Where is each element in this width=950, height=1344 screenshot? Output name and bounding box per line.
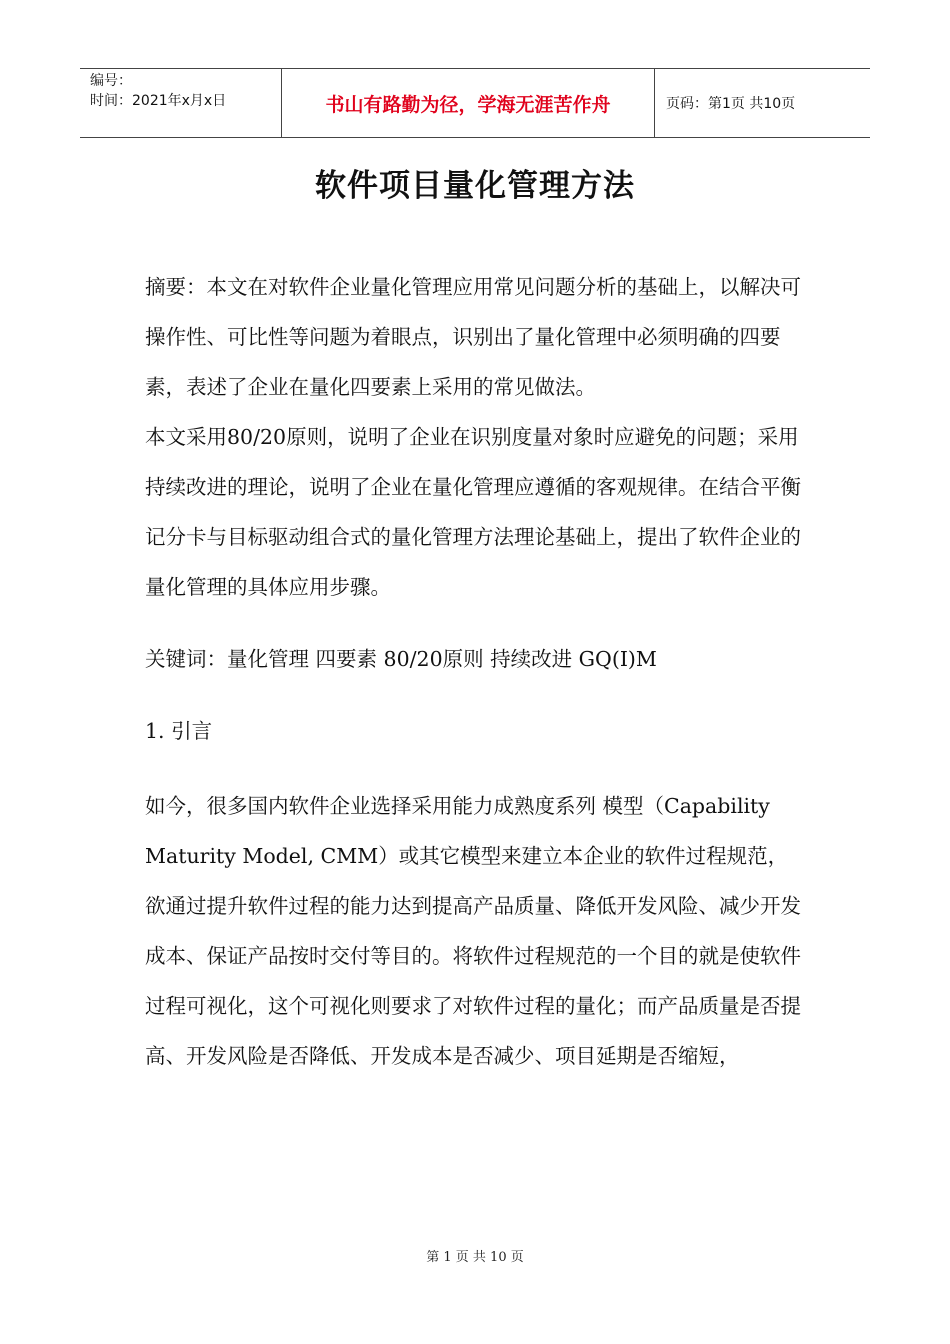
document-body [145,262,805,1081]
section-heading: 1. 引言 [145,719,213,743]
time-label: 时间：2021年x月x日 [90,93,227,109]
number-label: 编号： [90,73,132,89]
abstract-paragraph-2: 本文采用80/20原则，说明了企业在识别度量对象时应避免的问题；采用持续改进的理论，说明了企业在量化管理应遵循的客观规律。在结合平衡记分卡与目标驱动组合式的量化管理方法理论基础上，提出了软件企业的量化管理的具体应用步骤。 [145,425,801,599]
header-meta [80,69,280,137]
keywords-line: 关键词：量化管理 四要素 80/20原则 持续改进 GQ(I)M [145,647,657,671]
document-header [80,68,870,138]
page-footer: 第 1 页 共 10 页 [426,1250,524,1265]
header-motto: 书山有路勤为径，学海无涯苦作舟 [281,69,655,137]
intro-paragraph: 如今，很多国内软件企业选择采用能力成熟度系列 模型（Capability Maturity Model, CMM）或其它模型来建立本企业的软件过程规范，欲通过提升软件过程的能力达到提高产品质量、降低开发风险、减少开发成本、保证产品按时交付等目的。将软件过程规范的一个目的就是使软件过程可视化，这个可视化则要求了对软件过程的量化；而产品质量是否提高、开发风险是否降低、开发成本是否减少、项目延期是否缩短， [145,794,801,1068]
abstract-paragraph-1: 摘要：本文在对软件企业量化管理应用常见问题分析的基础上，以解决可操作性、可比性等问题为着眼点，识别出了量化管理中必须明确的四要素，表述了企业在量化四要素上采用的常见做法。 [145,275,801,399]
document-title: 软件项目量化管理方法 [315,168,635,204]
header-page-info: 页码：第1页 共10页 [666,96,796,112]
